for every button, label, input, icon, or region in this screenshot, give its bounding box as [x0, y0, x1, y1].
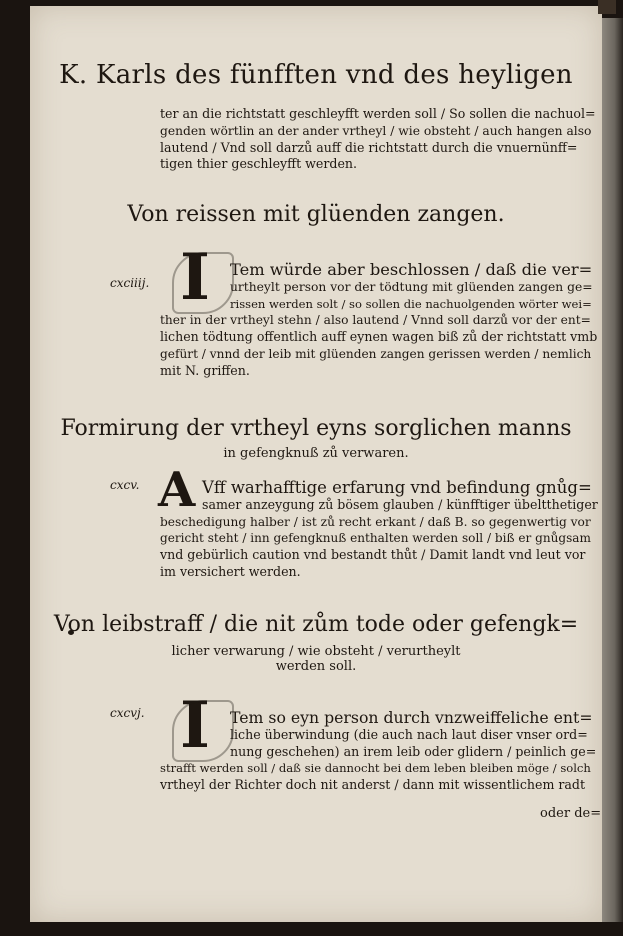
- text-line: lichen tödtung offentlich auff eynen wagen biß zů der richtstatt vmb: [160, 329, 598, 345]
- section-heading-leibstraff: Von leibstraff / die nit zům tode oder gefengk=: [53, 612, 579, 637]
- text-line: im versichert werden.: [160, 563, 301, 579]
- text-line: genden wörtlin an der ander vrtheyl / wie obsteht / auch hangen also: [160, 123, 592, 138]
- margin-number: cxciiij.: [110, 276, 150, 290]
- book-page: [30, 6, 602, 922]
- ornate-initial-i: I: [180, 688, 210, 763]
- text-line: liche überwindung (die auch nach laut diser vnser ord=: [230, 726, 588, 742]
- text-line: lautend / Vnd soll darzů auff die richtstatt durch die vnuernünff=: [160, 139, 578, 155]
- text-line: vnd gebürlich caution vnd bestandt thůt / Damit landt vnd leut vor: [160, 547, 586, 563]
- section-body-leibstraff: [160, 710, 600, 794]
- section-subheading-formirung: in gefengknuß zů verwaren.: [223, 446, 409, 461]
- page-tab: [598, 0, 616, 14]
- running-head: K. Karls des fünfften vnd des heyligen: [59, 60, 573, 90]
- catchword: oder de=: [540, 806, 602, 821]
- text-line: ther in der vrtheyl stehn / also lautend / Vnnd soll darzů vor der ent=: [160, 313, 591, 328]
- opening-paragraph: [160, 106, 600, 173]
- lead-line: Vff warhafftige erfarung vnd befindung gnůg=: [202, 478, 592, 497]
- text-line: gericht steht / inn gefengknuß enthalten werden soll / biß er gnůgsam: [160, 531, 591, 546]
- page-edge: [602, 18, 623, 922]
- text-line: tigen thier geschleyfft werden.: [160, 156, 358, 172]
- margin-number: cxcvj.: [110, 706, 145, 720]
- lead-line: Tem würde aber beschlossen / daß die ver=: [230, 260, 593, 279]
- margin-number: cxcv.: [110, 478, 140, 492]
- text-line: urtheylt person vor der tödtung mit glüenden zangen ge=: [230, 279, 593, 294]
- section-heading-formirung: Formirung der vrtheyl eyns sorglichen manns: [60, 416, 572, 441]
- section-body-reissen: [160, 262, 600, 380]
- text-line: nung geschehen) an irem leib oder glidern / peinlich ge=: [230, 743, 597, 759]
- text-line: rissen werden solt / so sollen die nachuolgenden wörter wei=: [230, 296, 592, 311]
- text-line: mit N. griffen.: [160, 362, 250, 378]
- text-line: gefürt / vnnd der leib mit glüenden zangen gerissen werden / nemlich: [160, 346, 592, 361]
- section-body-formirung: [160, 480, 600, 581]
- text-line: ter an die richtstatt geschleyfft werden soll / So sollen die nachuol=: [160, 106, 596, 121]
- section-heading-reissen: Von reissen mit glüenden zangen.: [127, 202, 505, 227]
- section-subheading-leibstraff: licher verwarung / wie obsteht / verurtheylt werden soll.: [171, 644, 461, 674]
- text-line: strafft werden soll / daß sie dannocht bei dem leben bleiben möge / solch: [160, 761, 591, 776]
- text-line: vrtheyl der Richter doch nit anderst / dann mit wissentlichem radt: [160, 777, 586, 793]
- initial-a: A: [158, 462, 196, 518]
- lead-line: Tem so eyn person durch vnzweiffeliche ent=: [230, 708, 593, 727]
- ornate-initial-i: I: [180, 240, 210, 315]
- text-line: samer anzeygung zů bösem glauben / künfftiger übeltthetiger: [202, 496, 598, 512]
- text-line: beschedigung halber / ist zů recht erkant / daß B. so gegenwertig vor: [160, 514, 591, 529]
